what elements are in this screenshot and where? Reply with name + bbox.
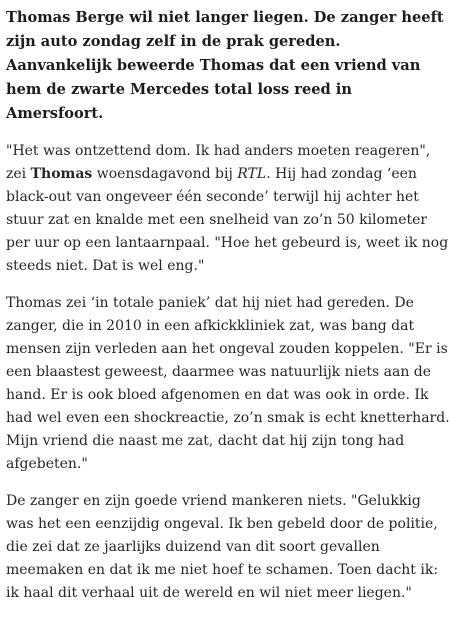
article-paragraph-2: Thomas zei ‘in totale paniek’ dat hij niet had gereden. De zanger, die in 2010 in een afkickkliniek zat, was bang dat mensen zijn verleden aan het ongeval zouden koppelen. "Er is een blaastest geweest, daarmee was natuurlijk niets aan de hand. Er is ook bloed afgenomen en dat was ook in orde. Ik had wel even een shockreactie, zo’n smak is echt knetterhard. Mijn vriend die naast me zat, dacht dat hij zijn tong had afgebeten.": [6, 295, 450, 472]
article-paragraph-3: De zanger en zijn goede vriend mankeren niets. "Gelukkig was het een eenzijdig ongeval. Ik ben gebeld door de politie, die zei dat ze jaarlijks duizend van dit soort gevallen meemaken en dat ik me niet hoef te schamen. Toen dacht ik: ik haal dit verhaal uit de wereld en wil niet meer liegen.": [6, 493, 439, 601]
person-name: Thomas: [30, 166, 93, 182]
paragraph-text: . Hij had zondag ‘een black-out van ongeveer één seconde’ terwijl hij achter het stuur zat en knalde met een snelheid van zo’n 50 kilometer per uur op een lantaarnpaal. "Hoe het gebeurd is, weet ik nog steeds niet. Dat is wel eng.": [6, 166, 449, 274]
article-paragraph-1: [6, 140, 450, 278]
article-lead: Thomas Berge wil niet langer liegen. De zanger heeft zijn auto zondag zelf in de prak gereden. Aanvankelijk beweerde Thomas dat een vriend van hem de zwarte Mercedes total loss reed in Amersfoort.: [6, 9, 444, 122]
paragraph-text: "Het was ontzettend dom. Ik had anders moeten reageren", zei: [6, 143, 431, 182]
media-outlet-name: RTL: [237, 166, 267, 182]
paragraph-text: woensdagavond bij: [92, 166, 238, 182]
article-body: [6, 6, 450, 619]
